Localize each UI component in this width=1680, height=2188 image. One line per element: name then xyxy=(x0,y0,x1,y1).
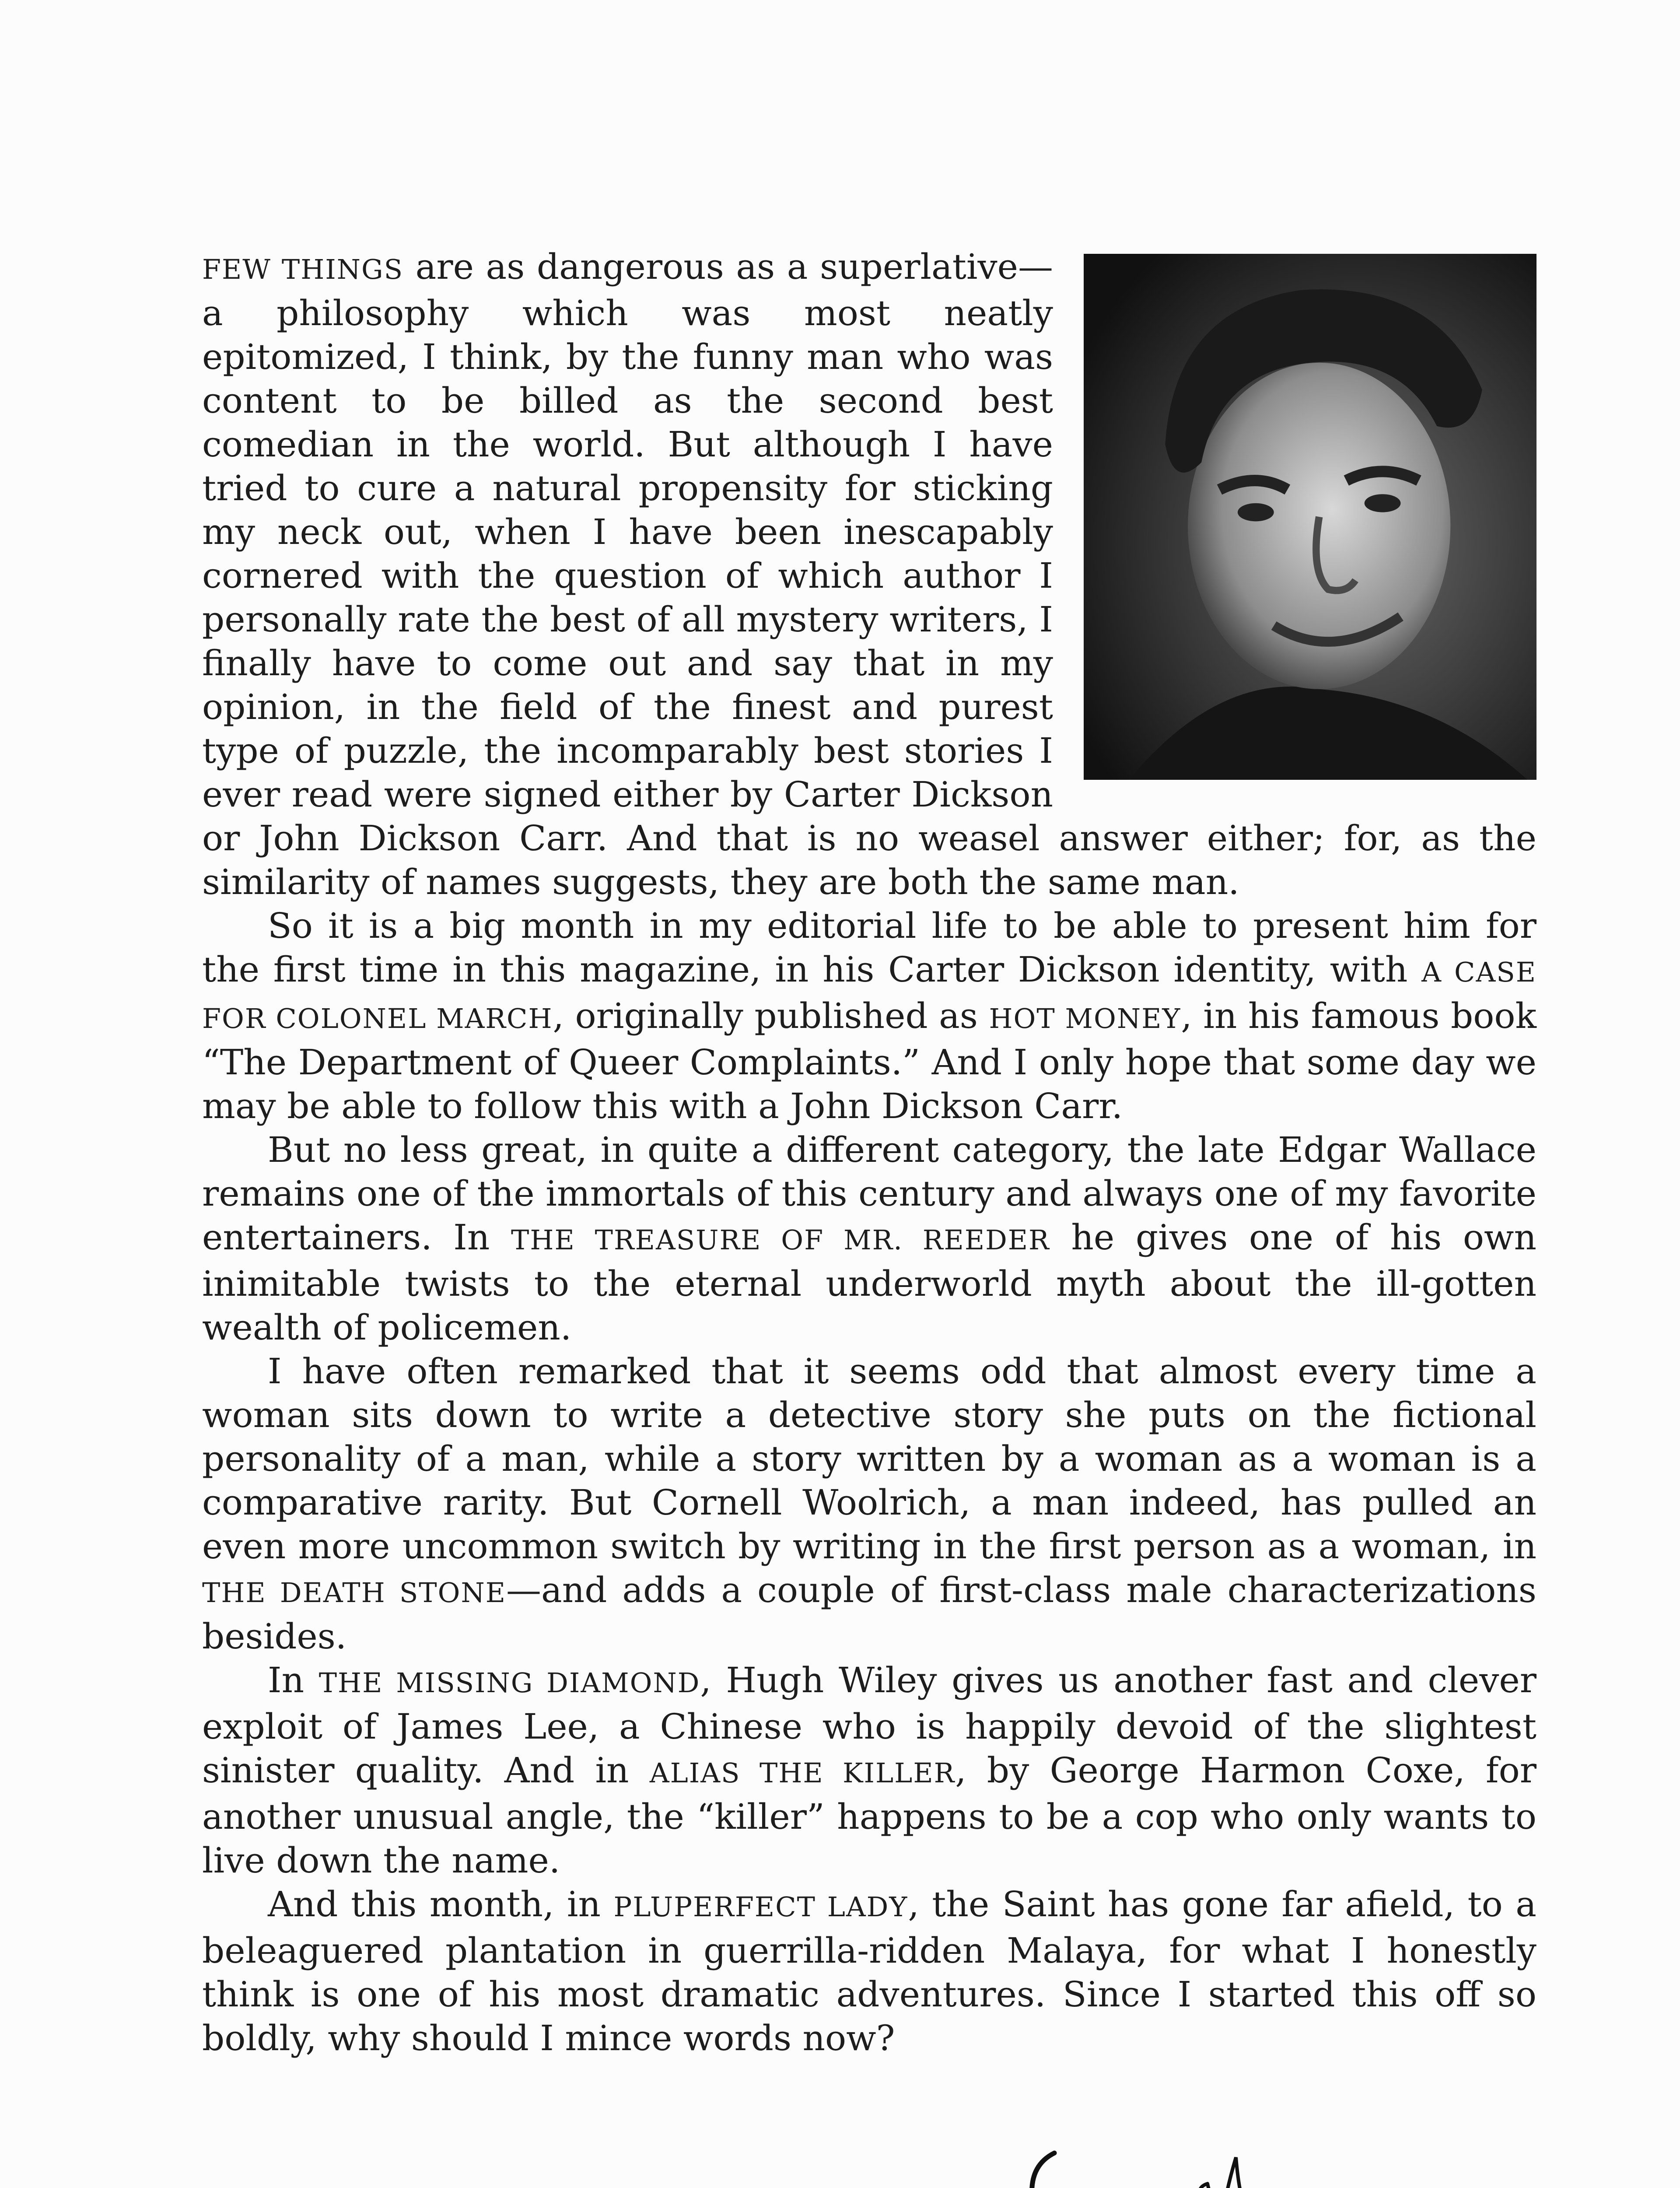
title-smallcaps: PLUPERFECT LADY xyxy=(613,1891,908,1923)
paragraph xyxy=(202,1883,1536,2060)
editorial-text xyxy=(202,245,1536,2060)
text-run: , Hugh Wiley gives us another fast and clever exploit of James Lee, a Chinese who is happily devoid of the slightest sinister quality. And in xyxy=(202,1660,1536,1791)
text-run: So it is a big month in my editorial life to be able to present him for the first time in this magazine, in his Carter Dickson identity, with xyxy=(202,905,1536,990)
text-run: he gives one of his own inimitable twists to the eternal underworld myth about the ill-gotten wealth of policemen. xyxy=(202,1217,1536,1348)
signature xyxy=(1019,2135,1470,2188)
title-smallcaps: THE TREASURE OF MR. REEDER xyxy=(511,1224,1050,1256)
text-run: And this month, in xyxy=(268,1884,614,1925)
text-run: , by George Harmon Coxe, for another unusual angle, the “killer” happens to be a cop who only wants to live down the name. xyxy=(202,1750,1536,1881)
text-run: are as dangerous as a superlative—a philosophy which was most neatly epitomized, I think, by the funny man who was content to be billed as the second best comedian in the world. But although I have tried to cure a natural propensity for sticking my neck out, when I have been inescapably cornered with the question of which author I personally rate the best of all mystery writers, I finally have to come out and say that in my opinion, in the field of the finest and purest type of puzzle, the incomparably best stories I ever read were signed either by Carter Dickson or John Dickson Carr. And that is no weasel answer either; for, as the similarity of names suggests, they are both the same man. xyxy=(202,246,1536,902)
paragraph xyxy=(202,904,1536,1128)
title-smallcaps: THE MISSING DIAMOND xyxy=(318,1667,700,1699)
title-smallcaps: FEW THINGS xyxy=(202,253,404,285)
title-smallcaps: THE DEATH STONE xyxy=(202,1577,506,1609)
text-run: In xyxy=(268,1660,319,1701)
title-smallcaps: A CASE FOR COLONEL MARCH xyxy=(202,956,1536,1034)
title-smallcaps: HOT MONEY xyxy=(989,1003,1181,1034)
text-run: —and adds a couple of first-class male characterizations besides. xyxy=(202,1570,1536,1657)
text-run: But no less great, in quite a different category, the late Edgar Wallace remains one of the immortals of this century and always one of my favorite entertainers. In xyxy=(202,1129,1536,1258)
paragraph xyxy=(202,1128,1536,1350)
signature-icon xyxy=(1019,2135,1470,2188)
paragraph xyxy=(202,1350,1536,1659)
text-run: , the Saint has gone far afield, to a beleaguered plantation in guerrilla-ridden Malaya, for what I honestly think is one of his most dramatic adventures. Since I started this off so boldly, why should I mince words now? xyxy=(202,1884,1537,2058)
paragraph xyxy=(202,1659,1536,1883)
title-smallcaps: ALIAS THE KILLER xyxy=(649,1757,956,1789)
author-portrait-photo xyxy=(1084,254,1536,780)
text-run: I have often remarked that it seems odd that almost every time a woman sits down to write a detective story she puts on the fictional personality of a man, while a story written by a woman as a woman is a comparative rarity. But Cornell Woolrich, a man indeed, has pulled an even more uncommon switch by writing in the first person as a woman, in xyxy=(202,1351,1536,1567)
text-run: , in his famous book “The Department of Queer Complaints.” And I only hope that some day we may be able to follow this with a John Dickson Carr. xyxy=(202,996,1537,1126)
text-run: , originally published as xyxy=(553,996,989,1036)
portrait-icon xyxy=(1084,254,1536,780)
